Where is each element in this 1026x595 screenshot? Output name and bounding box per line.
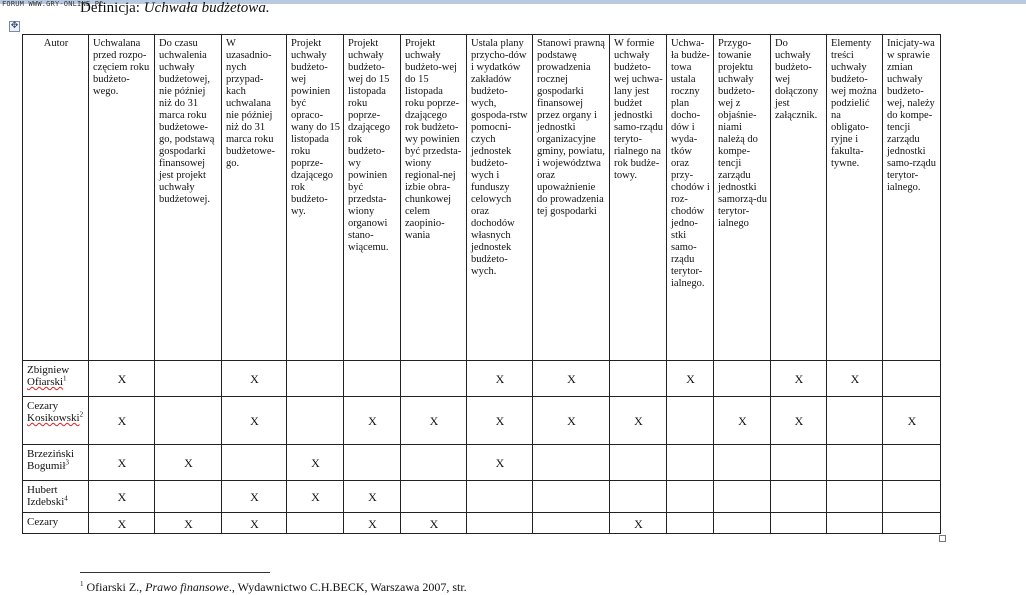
- table-row: [23, 481, 941, 513]
- author-second-line: Kosikowski: [27, 412, 80, 424]
- mark-cell[interactable]: [155, 361, 222, 397]
- mark-cell[interactable]: [610, 445, 667, 481]
- column-header-9[interactable]: W formie uchwały budżeto-wej uchwa-lany jest budżet jednostki samo-rządu teryto-rialnego na rok budże-towy.: [610, 35, 667, 361]
- author-cell[interactable]: [23, 481, 89, 513]
- mark-cell[interactable]: X: [610, 513, 667, 534]
- mark-cell[interactable]: X: [771, 397, 827, 445]
- mark-cell[interactable]: [771, 513, 827, 534]
- mark-cell[interactable]: X: [89, 445, 155, 481]
- author-cell[interactable]: [23, 445, 89, 481]
- mark-cell[interactable]: [667, 513, 714, 534]
- table-row: [23, 513, 941, 534]
- heading-term: Uchwała budżetowa.: [143, 0, 270, 16]
- column-header-12[interactable]: Do uchwały budżeto-wej dołączony jest załącznik.: [771, 35, 827, 361]
- mark-cell[interactable]: [533, 513, 610, 534]
- mark-cell[interactable]: [667, 481, 714, 513]
- mark-cell[interactable]: X: [467, 361, 533, 397]
- mark-cell[interactable]: [222, 445, 287, 481]
- mark-cell[interactable]: [827, 513, 883, 534]
- mark-cell[interactable]: X: [344, 513, 401, 534]
- mark-cell[interactable]: X: [89, 513, 155, 534]
- author-cell[interactable]: [23, 513, 89, 534]
- table-row: [23, 445, 941, 481]
- mark-cell[interactable]: [610, 481, 667, 513]
- mark-cell[interactable]: X: [222, 481, 287, 513]
- watermark-text: FORUM WWW.GRY-ONLINE.PL: [2, 0, 104, 8]
- footnote-ref: 2: [79, 410, 84, 419]
- mark-cell[interactable]: [401, 361, 467, 397]
- mark-cell[interactable]: [533, 481, 610, 513]
- mark-cell[interactable]: [344, 361, 401, 397]
- footnote-title: Prawo finansowe: [145, 580, 229, 594]
- column-header-author[interactable]: Autor: [23, 35, 89, 361]
- column-header-11[interactable]: Przygo-towanie projektu uchwały budżeto-wej z objaśnie-niami należą do kompe-tencji zarządu jednostki samorzą-du terytor-ialnego: [714, 35, 771, 361]
- mark-cell[interactable]: [344, 445, 401, 481]
- column-header-2[interactable]: Do czasu uchwalenia uchwały budżetowej, nie później niż do 31 marca roku budżetowe-go, podstawą gospodarki finansowej jest projekt uchwały budżetowej.: [155, 35, 222, 361]
- column-header-8[interactable]: Stanowi prawną podstawę prowadzenia rocznej gospodarki finansowej przez organy i jednostki organizacyjne gminy, powiatu, i województwa oraz upoważnienie do prowadzenia tej gospodarki: [533, 35, 610, 361]
- mark-cell[interactable]: [667, 397, 714, 445]
- mark-cell[interactable]: X: [222, 513, 287, 534]
- column-header-10[interactable]: Uchwa-ła budże-towa ustala roczny plan docho-dów i wyda-tków oraz przy-chodów i roz-chodów jedno-stki samo-rządu terytor-ialnego.: [667, 35, 714, 361]
- table-row: [23, 361, 941, 397]
- column-header-6[interactable]: Projekt uchwały budżeto-wej do 15 listopada roku poprze-dzającego rok budżeto-wy powinien być przedsta-wiony regional-nej izbie obra-chunkowej celem zaopinio-wania: [401, 35, 467, 361]
- mark-cell[interactable]: [287, 513, 344, 534]
- mark-cell[interactable]: X: [344, 481, 401, 513]
- mark-cell[interactable]: X: [89, 481, 155, 513]
- column-header-7[interactable]: Ustala plany przycho-dów i wydatków zakładów budżeto-wych, gospoda-rstw pomocni-czych jednostek budżeto-wych i funduszy celowych oraz dochodów własnych jednostek budżeto-wych.: [467, 35, 533, 361]
- table-body: [23, 361, 941, 534]
- author-second-line: Izdebski: [27, 496, 65, 508]
- column-header-3[interactable]: W uzasadnio-nych przypad-kach uchwalana nie później niż do 31 marca roku budżetowe-go.: [222, 35, 287, 361]
- mark-cell[interactable]: X: [533, 397, 610, 445]
- definition-table: [22, 34, 941, 534]
- mark-cell[interactable]: [771, 481, 827, 513]
- mark-cell[interactable]: X: [883, 397, 941, 445]
- author-first-line: Hubert: [27, 484, 58, 496]
- mark-cell[interactable]: [467, 481, 533, 513]
- mark-cell[interactable]: X: [714, 397, 771, 445]
- mark-cell[interactable]: [667, 445, 714, 481]
- footnote-number: 1: [80, 580, 84, 588]
- mark-cell[interactable]: X: [610, 397, 667, 445]
- column-header-13[interactable]: Elementy treści uchwały budżeto-wej można podzielić na obligato-ryjne i fakulta-tywne.: [827, 35, 883, 361]
- mark-cell[interactable]: [401, 481, 467, 513]
- mark-cell[interactable]: [714, 445, 771, 481]
- mark-cell[interactable]: [714, 513, 771, 534]
- mark-cell[interactable]: [883, 361, 941, 397]
- mark-cell[interactable]: X: [401, 513, 467, 534]
- mark-cell[interactable]: [401, 445, 467, 481]
- mark-cell[interactable]: [883, 513, 941, 534]
- mark-cell[interactable]: X: [667, 361, 714, 397]
- mark-cell[interactable]: [155, 397, 222, 445]
- column-header-14[interactable]: Inicjaty-wa w sprawie zmian uchwały budżeto-wej, należy do kompe-tencji zarządu jednostki samo-rządu terytor-ialnego.: [883, 35, 941, 361]
- footnote-separator: [80, 572, 270, 573]
- mark-cell[interactable]: X: [771, 361, 827, 397]
- author-cell[interactable]: [23, 397, 89, 445]
- mark-cell[interactable]: [827, 481, 883, 513]
- mark-cell[interactable]: [883, 445, 941, 481]
- mark-cell[interactable]: X: [533, 361, 610, 397]
- author-cell[interactable]: [23, 361, 89, 397]
- mark-cell[interactable]: [771, 445, 827, 481]
- mark-cell[interactable]: [827, 397, 883, 445]
- footnote-1: [80, 580, 467, 595]
- table-move-handle-icon[interactable]: ✥: [10, 21, 19, 31]
- author-second-line: Bogumił: [27, 460, 66, 472]
- mark-cell[interactable]: X: [344, 397, 401, 445]
- mark-cell[interactable]: X: [155, 445, 222, 481]
- mark-cell[interactable]: X: [287, 445, 344, 481]
- mark-cell[interactable]: [714, 481, 771, 513]
- mark-cell[interactable]: [827, 445, 883, 481]
- mark-cell[interactable]: X: [89, 361, 155, 397]
- mark-cell[interactable]: X: [827, 361, 883, 397]
- author-first-line: Brzeziński: [27, 448, 75, 460]
- mark-cell[interactable]: [610, 361, 667, 397]
- mark-cell[interactable]: X: [89, 397, 155, 445]
- mark-cell[interactable]: [287, 397, 344, 445]
- table-resize-handle[interactable]: [939, 535, 946, 542]
- mark-cell[interactable]: X: [222, 397, 287, 445]
- mark-cell[interactable]: [533, 445, 610, 481]
- definition-heading: [80, 0, 270, 17]
- mark-cell[interactable]: [287, 361, 344, 397]
- table-row: [23, 397, 941, 445]
- heading-prefix: Definicja:: [80, 0, 144, 16]
- mark-cell[interactable]: X: [155, 513, 222, 534]
- mark-cell[interactable]: X: [401, 397, 467, 445]
- mark-cell[interactable]: [883, 481, 941, 513]
- author-first-line: Cezary: [27, 516, 59, 528]
- mark-cell[interactable]: X: [222, 361, 287, 397]
- mark-cell[interactable]: [155, 481, 222, 513]
- mark-cell[interactable]: [714, 361, 771, 397]
- footnote-rest: ., Wydawnictwo C.H.BECK, Warszawa 2007, str.: [228, 580, 467, 594]
- footnote-ref: 4: [64, 494, 68, 503]
- mark-cell[interactable]: X: [287, 481, 344, 513]
- column-header-4[interactable]: Projekt uchwały budżeto-wej powinien być opraco-wany do 15 listopada roku poprze-dzającego rok budżeto-wy.: [287, 35, 344, 361]
- footnote-author: Ofiarski Z.,: [86, 580, 146, 594]
- author-first-line: Cezary: [27, 400, 59, 412]
- mark-cell[interactable]: X: [467, 397, 533, 445]
- author-second-line: Ofiarski: [27, 376, 64, 388]
- column-header-1[interactable]: Uchwalana przed rozpo-częciem roku budżeto-wego.: [89, 35, 155, 361]
- footnote-ref: 3: [65, 458, 70, 467]
- column-header-5[interactable]: Projekt uchwały budżeto-wej do 15 listopada roku poprze-dzającego rok budżeto-wy powinien być przedsta-wiony organowi stano-wiącemu.: [344, 35, 401, 361]
- mark-cell[interactable]: [467, 513, 533, 534]
- author-first-line: Zbigniew: [27, 364, 70, 376]
- footnote-ref: 1: [63, 374, 67, 383]
- table-header-row: [23, 35, 941, 361]
- mark-cell[interactable]: X: [467, 445, 533, 481]
